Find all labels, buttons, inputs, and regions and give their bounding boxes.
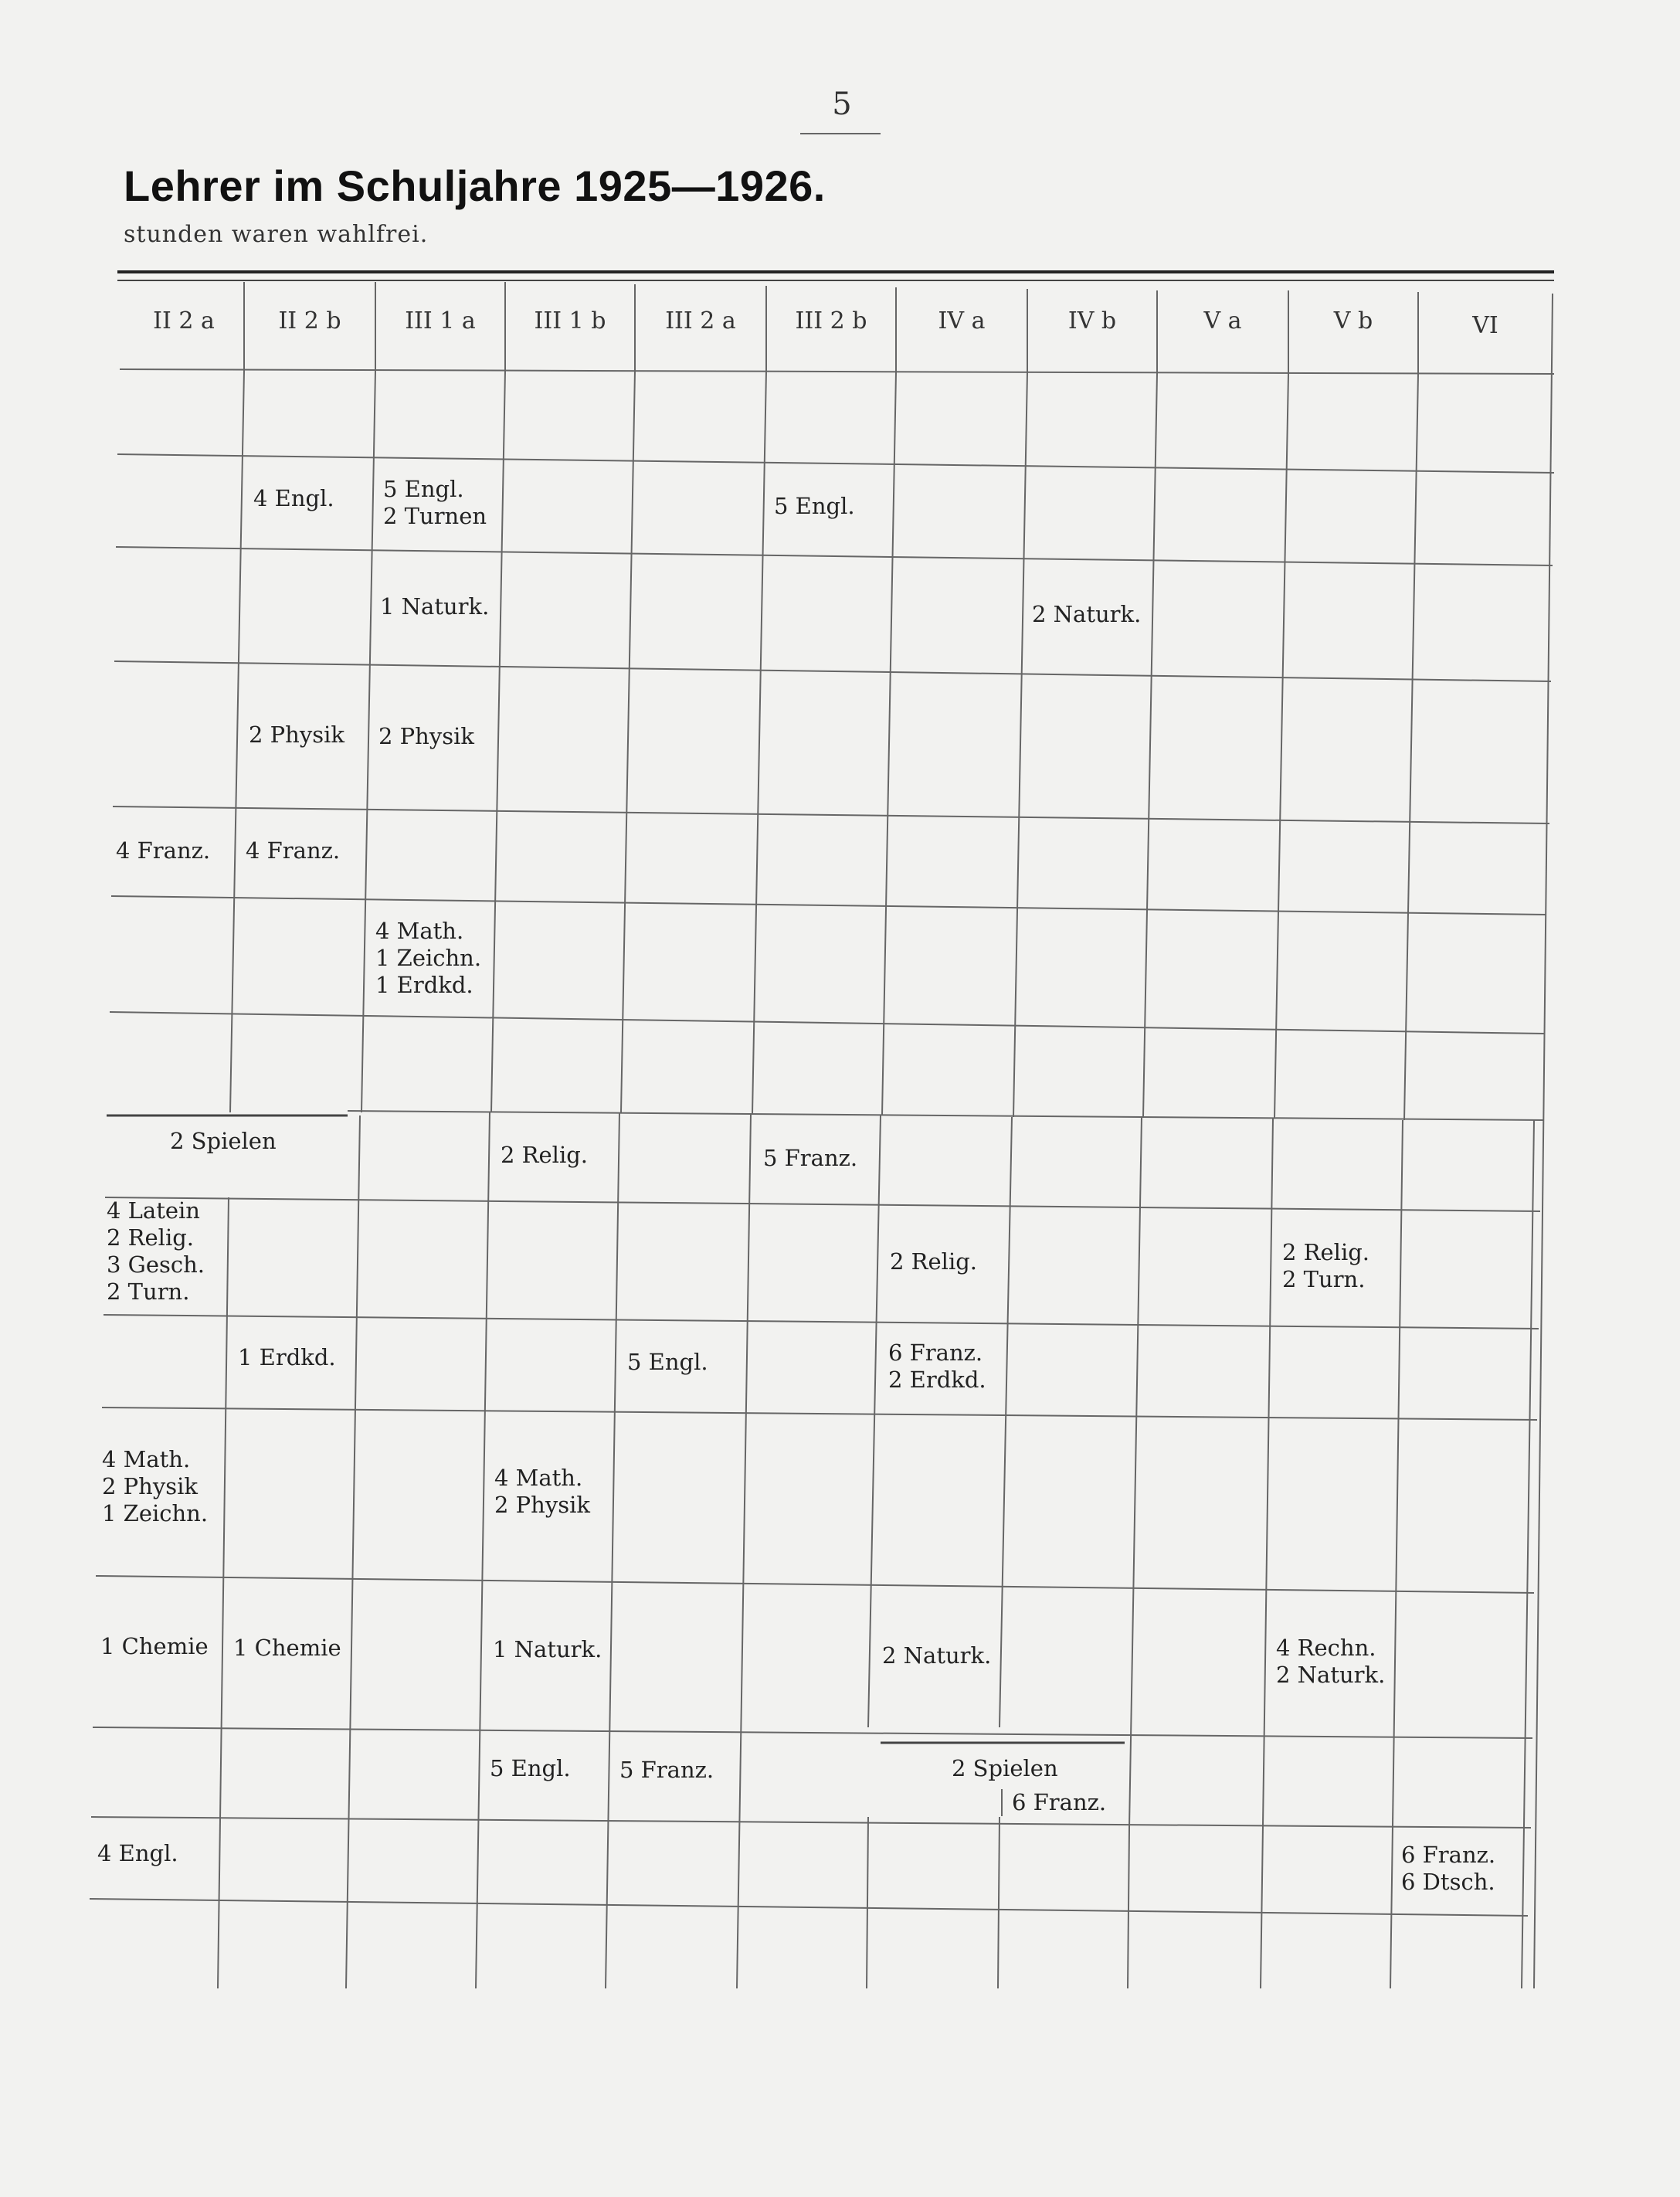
column-header-iv-a: IV a xyxy=(938,307,986,334)
cell-r4-ivb: 2 Naturk. xyxy=(1032,601,1142,627)
column-header-iii-2a: III 2 a xyxy=(665,307,736,334)
cell-r10-ii2a: 4 Latein 2 Relig. 3 Gesch. 2 Turn. xyxy=(107,1197,205,1305)
cell-r6-ii2a: 4 Franz. xyxy=(116,837,211,864)
cell-r15-ii2a: 4 Engl. xyxy=(97,1840,178,1866)
cell-r14-ivb-franz: 6 Franz. xyxy=(1001,1789,1106,1816)
page-subtitle: stunden waren wahlfrei. xyxy=(124,221,429,248)
cell-r9-ii2a-ii2b: 2 Spielen xyxy=(170,1128,277,1154)
column-header-iii-2b: III 2 b xyxy=(795,307,867,334)
cell-r12-iii1b: 4 Math. 2 Physik xyxy=(494,1465,590,1518)
cell-r11-ii2b: 1 Erdkd. xyxy=(238,1344,336,1370)
cell-r13-iii1b: 1 Naturk. xyxy=(493,1636,602,1662)
column-header-ii-2b: II 2 b xyxy=(278,307,341,334)
column-header-v-b: V b xyxy=(1333,307,1373,334)
page-title: Lehrer im Schuljahre 1925—1926. xyxy=(124,161,826,210)
cell-r14-iva-ivb-spielen: 2 Spielen xyxy=(952,1755,1058,1781)
cell-r5-iii1a: 2 Physik xyxy=(378,723,474,749)
column-header-v-a: V a xyxy=(1203,307,1242,334)
cell-r9-iii2b: 5 Franz. xyxy=(763,1145,858,1171)
cell-r13-ii2b: 1 Chemie xyxy=(233,1635,341,1661)
column-header-iv-b: IV b xyxy=(1067,307,1117,334)
cell-r10-iva: 2 Relig. xyxy=(890,1248,977,1275)
column-header-ii-2a: II 2 a xyxy=(153,307,215,334)
cell-r6-ii2b: 4 Franz. xyxy=(246,837,341,864)
cell-r10-vb: 2 Relig. 2 Turn. xyxy=(1282,1239,1369,1292)
cell-r13-iva: 2 Naturk. xyxy=(882,1642,992,1669)
cell-r12-ii2a: 4 Math. 2 Physik 1 Zeichn. xyxy=(102,1446,209,1526)
cell-r3-iii2b: 5 Engl. xyxy=(774,493,855,519)
cell-r4-iii1a: 1 Naturk. xyxy=(380,593,490,620)
cell-r14-iii2a: 5 Franz. xyxy=(619,1757,714,1783)
page-number: 5 xyxy=(832,87,852,122)
cell-r13-ii2a: 1 Chemie xyxy=(100,1633,209,1659)
cell-r11-iii2a: 5 Engl. xyxy=(627,1349,708,1375)
column-header-iii-1b: III 1 b xyxy=(534,307,606,334)
column-header-iii-1a: III 1 a xyxy=(405,307,476,334)
cell-r3-iii1a: 5 Engl. 2 Turnen xyxy=(383,476,487,529)
cell-r14-iii1b: 5 Engl. xyxy=(490,1755,571,1781)
column-header-vi: VI xyxy=(1472,312,1498,339)
cell-r3-ii2b: 4 Engl. xyxy=(253,485,334,511)
cell-r7-iii1a: 4 Math. 1 Zeichn. 1 Erdkd. xyxy=(375,918,482,998)
cell-r15-vi: 6 Franz. 6 Dtsch. xyxy=(1401,1842,1496,1895)
cell-r11-iva: 6 Franz. 2 Erdkd. xyxy=(888,1340,986,1393)
cell-r5-ii2b: 2 Physik xyxy=(249,722,344,748)
cell-r9-iii1b: 2 Relig. xyxy=(501,1142,588,1168)
cell-r13-vb: 4 Rechn. 2 Naturk. xyxy=(1276,1635,1386,1688)
